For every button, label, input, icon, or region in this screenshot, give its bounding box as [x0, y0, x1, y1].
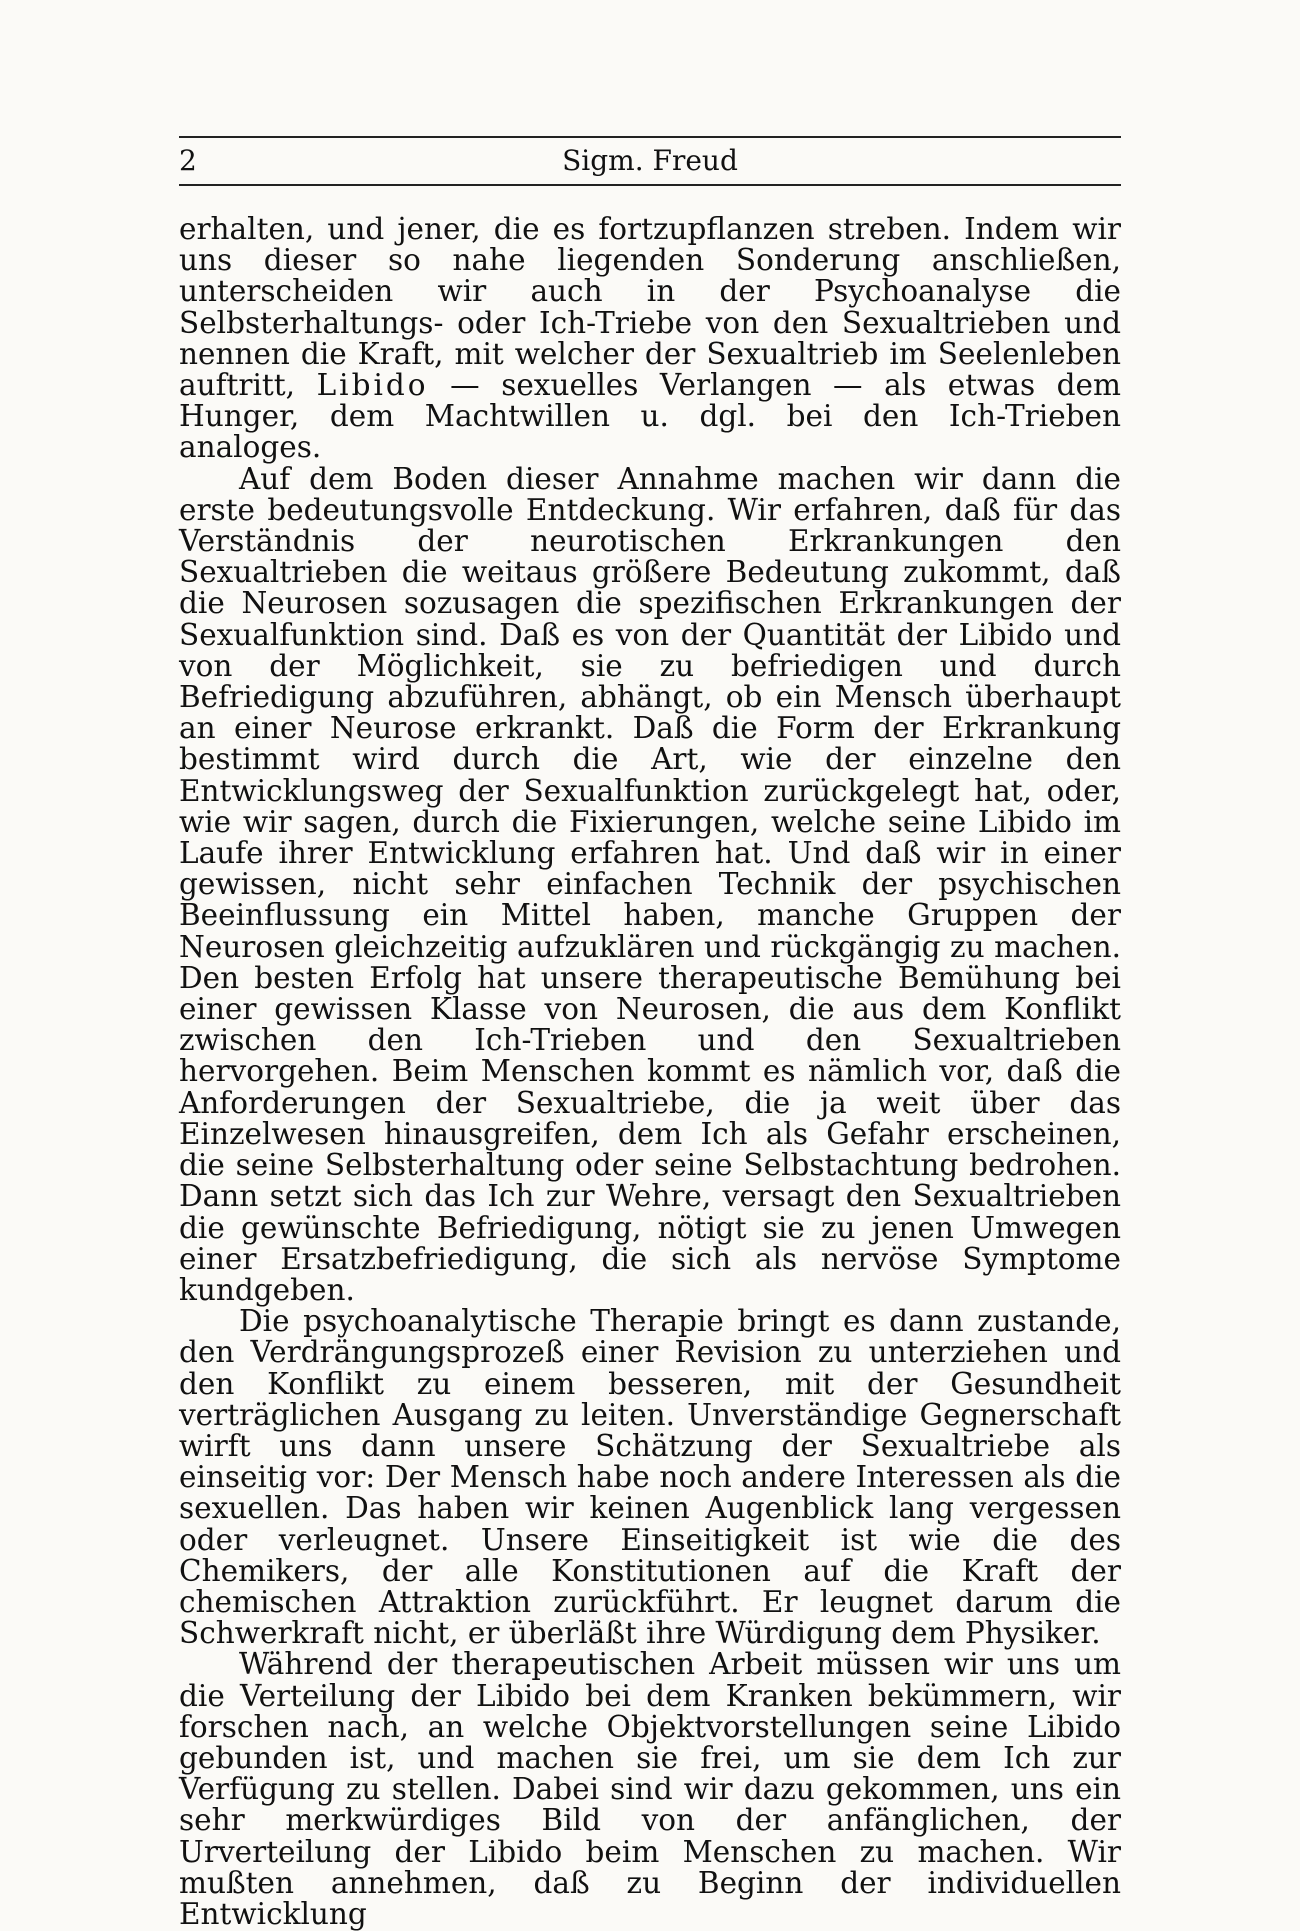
paragraph-2: Auf dem Boden dieser Annahme machen wir dann die erste bedeutungsvolle Entdeckung. Wir erfahren, daß für das Verständnis der neurotischen Erkrankungen den Sexualtrieben die weitaus größere Bedeutung zukommt, daß die Neurosen sozusagen die spezifischen Erkrankungen der Sexualfunktion sind. Daß es von der Quantität der Libido und von der Möglichkeit, sie zu befriedigen und durch Befriedigung abzuführen, abhängt, ob ein Mensch überhaupt an einer Neurose erkrankt. Daß die Form der Erkrankung bestimmt wird durch die Art, wie der einzelne den Entwicklungsweg der Sexualfunktion zurückgelegt hat, oder, wie wir sagen, durch die Fixierungen, welche seine Libido im Laufe ihrer Entwicklung erfahren hat. Und daß wir in einer gewissen, nicht sehr einfachen Technik der psychischen Beeinflussung ein Mittel haben, manche Gruppen der Neurosen gleichzeitig aufzuklären und rückgängig zu machen. Den besten Erfolg hat unsere therapeutische Bemühung bei einer gewissen Klasse von Neurosen, die aus dem Konflikt zwischen den Ich-Trieben und den Sexualtrieben hervorgehen. Beim Menschen kommt es nämlich vor, daß die Anforderungen der Sexualtriebe, die ja weit über das Einzelwesen hinausgreifen, dem Ich als Gefahr erscheinen, die seine Selbsterhaltung oder seine Selbstachtung bedrohen. Dann setzt sich das Ich zur Wehre, versagt den Sexualtrieben die gewünschte Befriedigung, nötigt sie zu jenen Umwegen einer Ersatzbefriedigung, die sich als nervöse Symptome kundgeben.: [179, 461, 1121, 1307]
page-number: 2: [179, 144, 197, 177]
body-text: [179, 214, 1121, 1930]
header-top-rule: [179, 136, 1121, 138]
paragraph-1-part-b: — sexuelles Verlangen — als etwas dem Hunger, dem Machtwillen u. dgl. bei den Ich-Trieben analoges.: [179, 368, 1121, 465]
paragraph-4: Während der therapeutischen Arbeit müssen wir uns um die Verteilung der Libido bei dem Kranken bekümmern, wir forschen nach, an welche Objektvorstellungen seine Libido gebunden ist, und machen sie frei, um sie dem Ich zur Verfügung zu stellen. Dabei sind wir dazu gekommen, uns ein sehr merkwürdiges Bild von der anfänglichen, der Urverteilung der Libido beim Menschen zu machen. Wir mußten annehmen, daß zu Beginn der individuellen Entwicklung: [179, 1647, 1121, 1931]
spaced-term-libido: Libido: [316, 368, 429, 403]
paragraph-1: [179, 214, 1121, 464]
running-head: Sigm. Freud: [562, 144, 738, 177]
page-header: [179, 142, 1121, 180]
paragraph-1-part-a: erhalten, und jener, die es fortzupflanzen streben. Indem wir uns dieser so nahe liegenden Sonderung anschließen, unterscheiden wir auch in der Psychoanalyse die Selbsterhaltungs- oder Ich-Triebe von den Sexualtrieben und nennen die Kraft, mit welcher der Sexualtrieb im Seelenleben auftritt,: [179, 212, 1121, 403]
header-bottom-rule: [179, 184, 1121, 186]
paragraph-3: Die psychoanalytische Therapie bringt es dann zustande, den Verdrängungsprozeß einer Revision zu unterziehen und den Konflikt zu einem besseren, mit der Gesundheit verträglichen Ausgang zu leiten. Unverständige Gegnerschaft wirft uns dann unsere Schätzung der Sexualtriebe als einseitig vor: Der Mensch habe noch andere Interessen als die sexuellen. Das haben wir keinen Augenblick lang vergessen oder verleugnet. Unsere Einseitigkeit ist wie die des Chemikers, der alle Konstitutionen auf die Kraft der chemischen Attraktion zurückführt. Er leugnet darum die Schwerkraft nicht, er überläßt ihre Würdigung dem Physiker.: [179, 1304, 1121, 1651]
